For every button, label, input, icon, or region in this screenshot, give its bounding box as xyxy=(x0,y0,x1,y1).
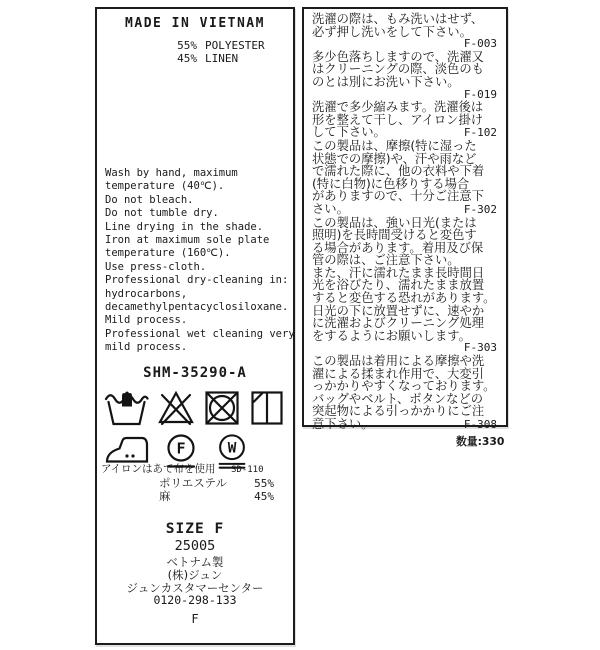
care-instruction-line: Professional dry-cleaning in: xyxy=(105,274,289,287)
care-note-line xyxy=(312,126,497,140)
product-number: 25005 xyxy=(174,538,216,554)
care-note-text: 日光の下に放置せずに、速やか xyxy=(312,303,485,318)
care-note-text: のとは別にお洗い下さい。 xyxy=(312,74,460,89)
care-note-text: 濯による揉まれ作用で、大変引 xyxy=(312,366,484,381)
customer-center-name: ジュンカスタマーセンター xyxy=(126,581,264,595)
care-note-text: この製品は着用による摩擦や洗 xyxy=(312,354,485,369)
right-care-label xyxy=(302,7,508,431)
care-instruction-line: Wash by hand, maximum xyxy=(105,167,238,179)
care-note-text: 光を浴びたり、濡れたまま放置 xyxy=(312,278,485,293)
composition-material-jp: ポリエステル xyxy=(159,476,227,490)
care-instruction-line: Mild process. xyxy=(105,314,188,327)
style-number: SHM-35290-A xyxy=(143,365,247,381)
care-symbols-row-1 xyxy=(104,389,285,427)
line-dry-in-shade-icon xyxy=(249,389,285,427)
care-note-text: この製品は、摩擦(特に湿った xyxy=(312,138,477,153)
care-instruction-line: Iron at maximum sole plate xyxy=(105,234,270,247)
composition-en-list xyxy=(97,39,293,65)
customer-phone-number: 0120-298-133 xyxy=(153,593,237,607)
care-note-line xyxy=(312,203,497,217)
care-note-code: F-308 xyxy=(463,418,497,431)
care-note-code: F-302 xyxy=(463,202,497,216)
do-not-bleach-icon xyxy=(157,389,195,427)
company-name: (株)ジュン xyxy=(167,568,223,582)
care-note-line xyxy=(312,418,497,432)
composition-jp-row xyxy=(159,490,274,503)
composition-jp-list xyxy=(159,477,274,503)
care-note-text: この製品は、強い日光(または xyxy=(312,215,477,230)
care-note-text: をするようにお願いします。 xyxy=(312,328,471,343)
care-note-text: して下さい。 xyxy=(312,125,386,140)
care-note-line xyxy=(312,165,497,178)
care-note-code: F-003 xyxy=(463,37,497,51)
care-note-line xyxy=(312,317,497,330)
care-note-line xyxy=(312,38,497,51)
care-instruction-line: Do not tumble dry. xyxy=(105,207,219,220)
care-instruction-line: Line drying in the shade. xyxy=(105,220,264,233)
made-in-text: MADE IN VIETNAM xyxy=(125,16,265,31)
do-not-tumble-dry-icon xyxy=(203,389,241,427)
composition-jp-row xyxy=(159,477,274,490)
care-note-line xyxy=(312,254,497,267)
care-note-text: で濡れた際に、他の衣料や下着 xyxy=(312,164,485,179)
care-note-text: 状態での摩擦)や、汗や雨など xyxy=(312,151,477,166)
care-note-text: さい。 xyxy=(312,201,349,216)
svg-text:W: W xyxy=(227,440,237,457)
composition-en-row xyxy=(97,39,293,52)
care-note-line xyxy=(312,13,497,26)
composition-percent: 55% xyxy=(177,39,197,52)
care-note-code: F-102 xyxy=(463,126,497,140)
size-label: SIZE F xyxy=(165,521,225,537)
care-note-text: すると変色する恐れがあります。 xyxy=(312,291,496,306)
svg-text:F: F xyxy=(176,439,186,458)
care-note-code: F-019 xyxy=(463,87,497,101)
composition-material: LINEN xyxy=(205,52,239,65)
composition-percent-jp: 45% xyxy=(254,490,274,504)
iron-press-cloth-note: アイロンはあて布を使用 xyxy=(101,463,216,475)
care-note-text: 照明)を長時間受けると変色す xyxy=(312,228,477,243)
care-instruction-line: hydrocarbons, xyxy=(105,287,188,300)
composition-en-row xyxy=(97,52,293,65)
care-note-text: バッグやベルト、ボタンなどの xyxy=(312,391,484,406)
care-note-text: 多少色落ちしますので、洗濯又 xyxy=(312,49,484,64)
care-instruction-line: decamethylpentacyclosiloxane. xyxy=(105,301,289,314)
care-note-text: (特に白物)に色移りする場合 xyxy=(312,176,470,191)
care-note-text: に洗濯およびクリーニング処理 xyxy=(312,316,484,331)
composition-percent: 45% xyxy=(177,52,197,65)
care-note-text: る場合があります。着用及び保 xyxy=(312,240,484,255)
composition-percent-jp: 55% xyxy=(254,477,274,490)
care-note-text: がありますので、十分ご注意下 xyxy=(312,189,484,204)
quantity-note: 数量:330 xyxy=(456,435,505,448)
care-note-text: 洗濯で多少縮みます。洗濯後は xyxy=(312,100,484,115)
care-note-line xyxy=(312,76,497,89)
country-of-origin: ベトナム製 xyxy=(166,555,224,569)
care-note-line xyxy=(312,140,497,153)
left-care-label xyxy=(95,7,295,645)
care-instruction-line: temperature (160℃). xyxy=(105,247,231,260)
care-note-text: また、汗に濡れたまま長時間日 xyxy=(312,265,485,280)
care-note-text: 突起物による引っかかりにご注 xyxy=(312,404,485,419)
care-note-text: はクリーニングの際、淡色のも xyxy=(312,62,484,77)
composition-material: POLYESTER xyxy=(205,39,265,52)
care-instruction-line: mild process. xyxy=(105,341,188,354)
care-note-text: 管の際は、ご注意下さい。 xyxy=(312,253,460,268)
care-note-code: F-303 xyxy=(463,341,497,355)
care-instruction-line: Use press-cloth. xyxy=(105,260,207,273)
care-note-line xyxy=(312,229,497,242)
hand-wash-icon xyxy=(104,389,149,427)
care-note-text: 意下さい。 xyxy=(312,417,374,431)
care-note-line xyxy=(312,292,497,305)
care-instruction-line: Do not bleach. xyxy=(105,193,194,206)
care-note-text: っかかりやすくなっております。 xyxy=(312,379,496,394)
care-note-line xyxy=(312,101,497,114)
care-instructions-en xyxy=(105,167,295,355)
size-letter: F xyxy=(191,612,199,626)
care-note-text: 洗濯の際は、もみ洗いはせず、 xyxy=(312,12,484,26)
care-note-line xyxy=(312,355,497,368)
composition-material-jp: 麻 xyxy=(159,489,171,504)
care-note-text: 必ず押し洗いをして下さい。 xyxy=(312,24,472,39)
care-note-text: 形を整えて干し、アイロン掛け xyxy=(312,112,484,127)
care-instruction-line: Professional wet cleaning very xyxy=(105,327,295,340)
care-instruction-line: temperature (40℃). xyxy=(105,180,225,193)
care-note-line xyxy=(312,380,497,393)
sd-code: SD-110 xyxy=(231,465,264,475)
